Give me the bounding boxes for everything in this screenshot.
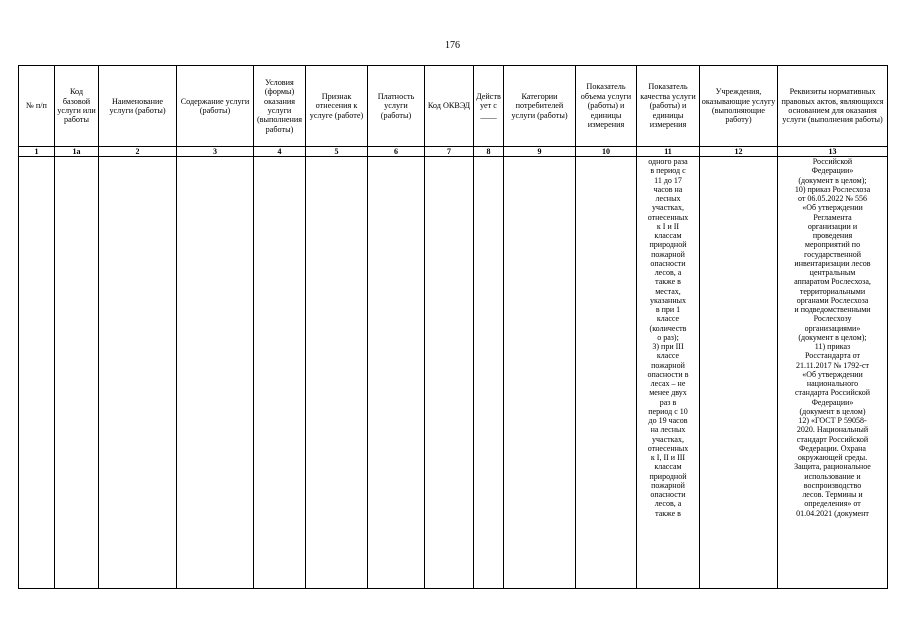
quality-indicator-text: одного раза в период с 11 до 17 часов на лесных участках, отнесенных к I и II классам природной пожарной опасности лесов, а также в местах, указанных в при 1 классе (количеств о раз); 3) при III классе пожарной опасности в лесах – не менее двух раз в период с 10 до 19 часов на лесных участках, отнесенных к I, II и III классам природной пожарной опасности лесов, а также в [647,157,689,518]
column-number: 1 [19,147,55,157]
column-header: Условия (формы) оказания услуги (выполнения работы) [254,66,306,147]
table-cell [55,157,99,589]
page-number: 176 [445,40,460,51]
column-header: Учреждения, оказывающие услугу (выполняющие работу) [700,66,778,147]
column-number: 10 [576,147,637,157]
column-number: 12 [700,147,778,157]
column-header: № п/п [19,66,55,147]
table-cell [425,157,474,589]
column-number: 7 [425,147,474,157]
column-number-row [19,147,888,157]
column-number: 4 [254,147,306,157]
services-table [18,65,888,589]
column-header: Код ОКВЭД [425,66,474,147]
table-cell [306,157,368,589]
column-header: Код базовой услуги или работы [55,66,99,147]
quality-indicator-cell [637,157,700,589]
column-header: Показатель качества услуги (работы) и единицы измерения [637,66,700,147]
column-number: 8 [474,147,504,157]
column-number: 9 [504,147,576,157]
table-cell [254,157,306,589]
column-number: 1а [55,147,99,157]
legal-acts-cell [778,157,888,589]
table-cell [368,157,425,589]
column-header: Реквизиты нормативных правовых актов, являющихся основанием для оказания услуги (выполнения работы) [778,66,888,147]
table-cell [504,157,576,589]
column-number: 5 [306,147,368,157]
table-cell [19,157,55,589]
column-header: Содержание услуги (работы) [177,66,254,147]
table-cell [177,157,254,589]
column-number: 3 [177,147,254,157]
column-header: Категории потребителей услуги (работы) [504,66,576,147]
column-header: Признак отнесения к услуге (работе) [306,66,368,147]
column-number: 13 [778,147,888,157]
column-header: Платность услуги (работы) [368,66,425,147]
legal-acts-text: Российской Федерации» (документ в целом); 10) приказ Рослесхоза от 06.05.2022 № 556 «Об утверждении Регламента организации и проведения мероприятий по государственной инвентаризации лесов центральным аппаратом Рослесхоза, территориальными органами Рослесхоза и подведомственными Рослесхозу организациями» (документ в целом); 11) приказ Росстандарта от 21.11.2017 № 1792-ст «Об утверждении национального стандарта Российской Федерации» (документ в целом) 12) «ГОСТ Р 59058- 2020. Национальный стандарт Российской Федерации. Охрана окружающей среды. Защита, рациональное использование и воспроизводство лесов. Термины и определения» от 01.04.2021 (документ [794,157,871,518]
column-number: 2 [99,147,177,157]
table-header-row [19,66,888,147]
table-cell [474,157,504,589]
column-header: Показатель объема услуги (работы) и единицы измерения [576,66,637,147]
column-header: Наименование услуги (работы) [99,66,177,147]
column-number: 11 [637,147,700,157]
table-cell [99,157,177,589]
table-row [19,157,888,589]
table-cell [700,157,778,589]
table-cell [576,157,637,589]
column-number: 6 [368,147,425,157]
column-header: Действует с ____ [474,66,504,147]
